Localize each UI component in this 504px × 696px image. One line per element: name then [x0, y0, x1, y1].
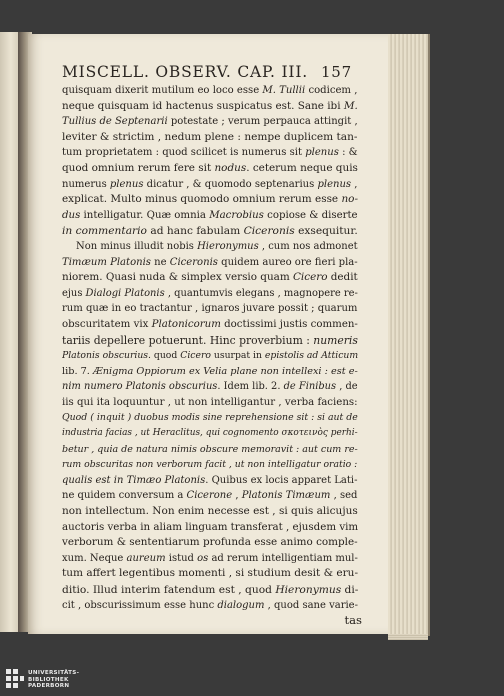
text-line: Tullius de Septenarii potestate ; verum perpauca attingit , [62, 116, 358, 128]
text-line: betur , quia de natura nimis obscure memoravit : aut cum re- [62, 443, 358, 455]
text-line: rum quæ in eo tractantur , ignaros juvare possit ; quarum [62, 303, 358, 315]
text-line: verborum & sententiarum profunda esse animo comple- [62, 536, 358, 549]
text-line: leviter & strictim , nedum plene : nempe duplicem tan- [62, 130, 358, 143]
text-line: neque quisquam id hactenus suspicatus est. Sane ibi M. [62, 99, 358, 112]
text-line: ne quidem conversum a Cicerone , Platonis Timæum , sed [62, 490, 358, 502]
page-edges [388, 34, 430, 636]
body-text [62, 83, 362, 629]
text-line: Non minus illudit nobis Hieronymus , cum nos admonet [76, 240, 358, 252]
text-line: nim numero Platonis obscurius. Idem lib. 2. de Finibus , de [62, 381, 358, 393]
text-line: dus intelligatur. Quæ omnia Macrobius copiose & diserte [62, 209, 358, 221]
text-line: tum proprietatem : quod scilicet is numerus sit plenus : & [62, 147, 358, 159]
text-line: obscuritatem vix Platonicorum doctissimi justis commen- [62, 318, 358, 330]
library-logo-text: UNIVERSITÄTS- BIBLIOTHEK PADERBORN [28, 669, 80, 690]
text-line: rum obscuritas non verborum facit , ut non intelligatur oratio : [62, 459, 358, 471]
running-title: MISCELL. OBSERV. CAP. III. [62, 63, 309, 81]
text-line: auctoris verba in aliam linguam transferat , ejusdem vim [62, 520, 359, 533]
text-line: Timæum Platonis ne Ciceronis quidem aureo ore fieri pla- [62, 256, 358, 268]
text-line: qualis est in Timæo Platonis. Quibus ex locis apparet Lati- [62, 474, 358, 486]
page-number: 157 [320, 63, 352, 81]
text-line: xum. Neque aureum istud os ad rerum intelligentiam mul- [62, 552, 358, 564]
facing-page-edge [0, 32, 18, 632]
text-line: non intellectum. Non enim necesse est , si quis alicujus [62, 505, 358, 518]
text-line: ejus Dialogi Platonis , quantumvis elegans , magnopere re- [62, 287, 358, 299]
text-line: tariis depellere potuerunt. Hinc proverbium : numeris [62, 333, 358, 347]
text-line: quisquam dixerit mutilum eo loco esse M. Tullii codicem , [62, 85, 358, 96]
text-line: tas [344, 613, 362, 628]
text-line: industria facias , ut Heraclitus, qui cognomento σκοτεινὸς perhi- [62, 428, 358, 439]
library-logo-icon [6, 669, 24, 691]
text-line: numerus plenus dicatur , & quomodo septenarius plenus , [62, 178, 358, 190]
text-line: ditio. Illud interim fatendum est , quod Hieronymus di- [62, 583, 359, 596]
running-header [62, 63, 352, 85]
text-line: quod omnium rerum fere sit nodus. ceterum neque quis [62, 161, 358, 174]
text-line: in commentario ad hanc fabulam Ciceronis exsequitur. [62, 224, 358, 238]
text-line: explicat. Multo minus quomodo omnium rerum esse no- [62, 193, 359, 206]
text-line: Quod ( inquit ) duobus modis sine reprehensione sit : si aut de [62, 412, 358, 424]
text-line: tum affert legentibus momenti , si studium desit & eru- [62, 567, 359, 580]
library-logo[interactable] [6, 668, 90, 692]
text-line: niorem. Quasi nuda & simplex versio quam Cicero dedit [62, 271, 358, 284]
text-line: Platonis obscurius. quod Cicero usurpat in epistolis ad Atticum [62, 350, 359, 362]
text-line: iis qui ita loquuntur , ut non intelligantur , verba faciens: [62, 396, 358, 408]
text-line: lib. 7. Ænigma Oppiorum ex Velia plane non intellexi : est e- [62, 365, 358, 377]
text-line: cit , obscurissimum esse hunc dialogum , quod sane varie- [62, 599, 358, 611]
